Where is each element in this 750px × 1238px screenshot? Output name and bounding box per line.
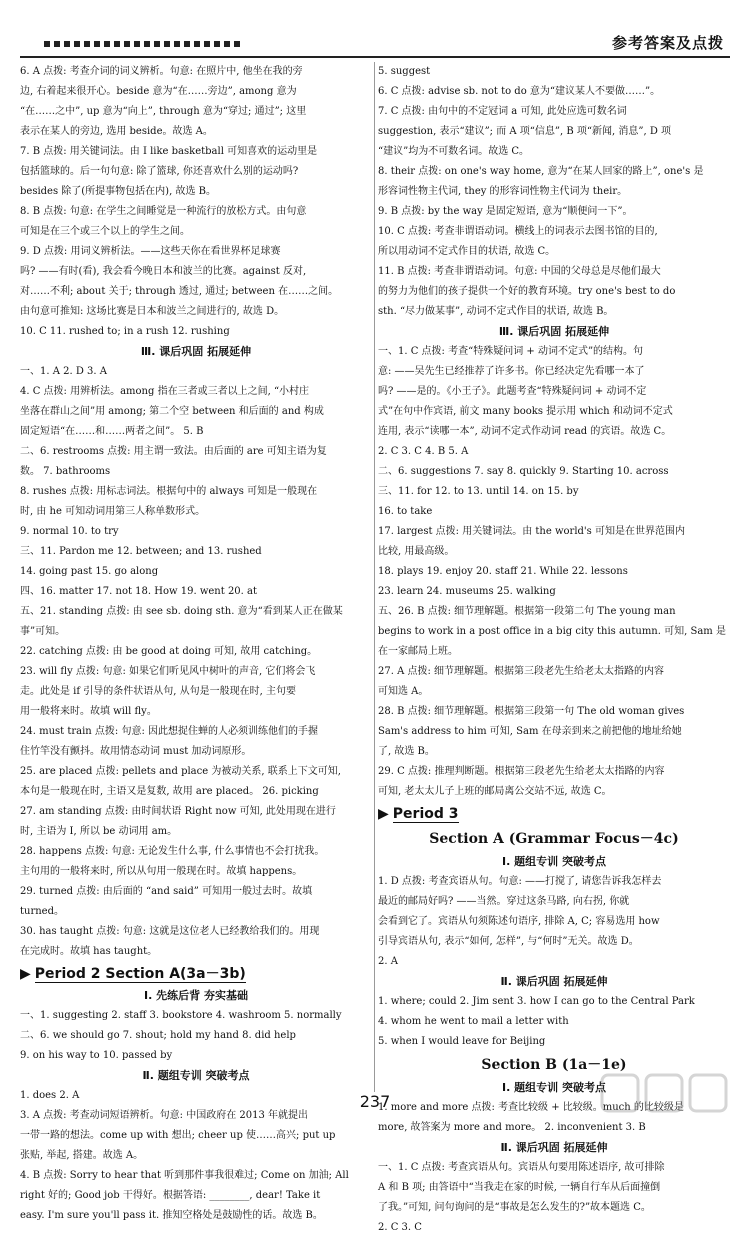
- answer-line: 5. suggest: [378, 66, 431, 77]
- answer-line: 最近的邮局好吗? ——当然。穿过这条马路, 向右拐, 你就: [378, 896, 630, 907]
- section-heading: Ⅲ. 课后巩固 拓展延伸: [140, 345, 252, 358]
- triangle-icon: ▶: [378, 806, 389, 822]
- answer-line: 在完成时。故填 has taught。: [20, 946, 158, 957]
- answer-line: 27. A 点拨: 细节理解题。根据第三段老先生给老太太指路的内容: [378, 666, 665, 677]
- answer-line: 事”可知。: [20, 626, 66, 637]
- answer-line: 可知选 A。: [378, 686, 429, 697]
- answer-line: sth. “尽力做某事”, 动词不定式作目的状语, 故选 B。: [378, 306, 614, 317]
- answer-line: 16. to take: [378, 506, 433, 517]
- answer-line: 了, 故选 B。: [378, 746, 435, 757]
- answer-line: 引导宾语从句, 表示“如何, 怎样”, 与“何时”无关。故选 D。: [378, 936, 639, 947]
- answer-line: 了我。”可知, 问句询问的是“事故是怎么发生的?”故本题选 C。: [378, 1202, 651, 1213]
- header-dots-decoration: [44, 32, 564, 42]
- answer-line: 27. am standing 点拨: 由时间状语 Right now 可知, 此处用现在进行: [20, 806, 336, 817]
- answer-line: 吗? ——有时(看), 我会看今晚日本和波兰的比赛。against 反对,: [20, 266, 307, 277]
- answer-line: 4. C 点拨: 用辨析法。among 指在三者或三者以上之间, “小村庄: [20, 386, 310, 397]
- answer-line: 6. A 点拨: 考查介词的词义辨析。句意: 在照片中, 他坐在我的旁: [20, 66, 303, 77]
- period-heading: [20, 962, 372, 986]
- period-heading: [378, 802, 730, 826]
- answer-line: begins to work in a post office in a big city this autumn. 可知, Sam 是: [378, 626, 726, 637]
- period-heading-text: Period 3: [392, 806, 459, 822]
- section-heading: Ⅱ. 课后巩固 拓展延伸: [500, 1141, 608, 1154]
- answer-line: 9. on his way to 10. passed by: [20, 1050, 173, 1061]
- answer-line: 边, 右着起来很开心。beside 意为“在……旁边”, among 意为: [20, 86, 297, 97]
- answer-line: 8. their 点拨: on one's way home, 意为“在某人回家的路上”, one's 是: [378, 166, 704, 177]
- answer-line: 2. C 3. C: [378, 1222, 422, 1233]
- answer-line: besides 除了(所提事物包括在内), 故选 B。: [20, 186, 216, 197]
- answer-line: 9. B 点拨: by the way 是固定短语, 意为“顺便问一下”。: [378, 206, 633, 217]
- answer-line: 在一家邮局上班。: [378, 646, 458, 657]
- answer-line: 四、16. matter 17. not 18. How 19. went 20. at: [20, 586, 258, 597]
- answer-line: 二、6. suggestions 7. say 8. quickly 9. Starting 10. across: [378, 466, 669, 477]
- answer-line: 的努力为他们的孩子提供一个好的教育环境。try one's best to do: [378, 286, 676, 297]
- answer-line: 4. whom he went to mail a letter with: [378, 1016, 569, 1027]
- answer-line: 二、6. restrooms 点拨: 用主谓一致法。由后面的 are 可知主语为复: [20, 446, 327, 457]
- answer-line: “建议”均为不可数名词。故选 C。: [378, 146, 530, 157]
- answer-line: 22. catching 点拨: 由 be good at doing 可知, 故用 catching。: [20, 646, 318, 657]
- answer-line: turned。: [20, 906, 64, 917]
- answer-line: 二、6. we should go 7. shout; hold my hand 8. did help: [20, 1030, 296, 1041]
- answer-line: 1. where; could 2. Jim sent 3. how I can go to the Central Park: [378, 996, 695, 1007]
- section-heading: Ⅰ. 先练后背 夯实基础: [144, 989, 248, 1002]
- answer-line: 可知是在三个或三个以上的学生之间。: [20, 226, 190, 237]
- right-column: [378, 62, 730, 1233]
- answer-line: 包括篮球的。后一句句意: 除了篮球, 你还喜欢什么别的运动吗?: [20, 166, 299, 177]
- answer-line: Sam's address to him 可知, Sam 在母亲到来之前把他的地址给她: [378, 726, 682, 737]
- answer-line: 4. B 点拨: Sorry to hear that 听到那件事我很难过; Come on 加油; All: [20, 1170, 349, 1181]
- answer-line: 1. does 2. A: [20, 1090, 80, 1101]
- section-title: Section B (1a－1e): [481, 1057, 627, 1073]
- section-heading: Ⅰ. 题组专训 突破考点: [502, 1081, 606, 1094]
- section-heading: Ⅲ. 课后巩固 拓展延伸: [498, 325, 610, 338]
- answer-line: 走。此处是 if 引导的条件状语从句, 从句是一般现在时, 主句要: [20, 686, 296, 697]
- section-heading: Ⅰ. 题组专训 突破考点: [502, 855, 606, 868]
- answer-line: A 和 B 项; 由答语中“当我走在家的时候, 一辆自行车从后面撞倒: [378, 1182, 661, 1193]
- answer-line: 所以用动词不定式作目的状语, 故选 C。: [378, 246, 556, 257]
- answer-line: 坐落在群山之间”用 among; 第二个空 between 和后面的 and 构成: [20, 406, 324, 417]
- answer-line: 吗? ——是的。《小王子》。此题考查“特殊疑问词 + 动词不定: [378, 386, 647, 397]
- section-heading: Ⅱ. 题组专训 突破考点: [142, 1069, 250, 1082]
- answer-line: 一、1. suggesting 2. staff 3. bookstore 4. washroom 5. normally: [20, 1010, 342, 1021]
- answer-line: 时, 主语为 I, 所以 be 动词用 am。: [20, 826, 178, 837]
- answer-line: 式”在句中作宾语, 前文 many books 提示用 which 和动词不定式: [378, 406, 673, 417]
- section-heading: Ⅱ. 课后巩固 拓展延伸: [500, 975, 608, 988]
- answer-line: 29. C 点拨: 推理判断题。根据第三段老先生给老太太指路的内容: [378, 766, 665, 777]
- answer-line: 1. D 点拨: 考查宾语从句。句意: ——打搅了, 请您告诉我怎样去: [378, 876, 662, 887]
- answer-line: 9. D 点拨: 用词义辨析法。——这些天你在看世界杯足球赛: [20, 246, 281, 257]
- answer-line: 对……不利; about 关于; through 透过, 通过; between 在……之间。: [20, 286, 339, 297]
- answer-line: 张贴, 举起, 搭建。故选 A。: [20, 1150, 144, 1161]
- page-header: [20, 28, 730, 58]
- answer-line: 一带一路的想法。come up with 想出; cheer up 使……高兴; put up: [20, 1130, 336, 1141]
- answer-line: 可知, 老太太儿子上班的邮局离公交站不远, 故选 C。: [378, 786, 612, 797]
- answer-line: 三、11. for 12. to 13. until 14. on 15. by: [378, 486, 579, 497]
- answer-line: 2. A: [378, 956, 398, 967]
- answer-line: 主句用的一般将来时, 所以从句用一般现在时。故填 happens。: [20, 866, 303, 877]
- answer-line: 用一般将来时。故填 will fly。: [20, 706, 157, 717]
- answer-line: 7. B 点拨: 用关键词法。由 I like basketball 可知喜欢的运动里是: [20, 146, 318, 157]
- answer-line: more, 故答案为 more and more。 2. inconvenient 3. B: [378, 1122, 646, 1133]
- answer-line: 本句是一般现在时, 主语又是复数, 故用 are placed。 26. picking: [20, 786, 319, 797]
- page-number: 237: [359, 1092, 391, 1111]
- answer-line: 由句意可推知: 这场比赛是日本和波兰之间进行的, 故选 D。: [20, 306, 285, 317]
- answer-line: 2. C 3. C 4. B 5. A: [378, 446, 469, 457]
- answer-line: 数。 7. bathrooms: [20, 466, 111, 477]
- answer-line: 意: ——吴先生已经推荐了许多书。你已经决定先看哪一本了: [378, 366, 645, 377]
- answer-line: 5. when I would leave for Beijing: [378, 1036, 546, 1047]
- answer-line: 会看到它了。宾语从句须陈述句语序, 排除 A, C; 容易选用 how: [378, 916, 660, 927]
- answer-line: 10. C 点拨: 考查非谓语动词。横线上的词表示去图书馆的目的,: [378, 226, 658, 237]
- answer-line: “在……之中”, up 意为“向上”, through 意为“穿过; 通过”; 这里: [20, 106, 307, 117]
- answer-line: 一、1. C 点拨: 考查宾语从句。宾语从句要用陈述语序, 故可排除: [378, 1162, 665, 1173]
- period-heading-text: Period 2 Section A(3a－3b): [34, 966, 246, 982]
- column-divider: [374, 62, 375, 1092]
- answer-line: 30. has taught 点拨: 句意: 这就是这位老人已经教给我们的。用现: [20, 926, 320, 937]
- section-title: Section A (Grammar Focus－4c): [429, 831, 679, 847]
- answer-line: right 好的; Good job 干得好。根据答语: ________, dear! Take it: [20, 1190, 321, 1201]
- answer-line: 8. B 点拨: 句意: 在学生之间睡觉是一种流行的放松方式。由句意: [20, 206, 307, 217]
- answer-line: 五、26. B 点拨: 细节理解题。根据第一段第二句 The young man: [378, 606, 676, 617]
- answer-line: 形容词性物主代词, they 的形容词性物主代词为 their。: [378, 186, 628, 197]
- answer-line: 24. must train 点拨: 句意: 因此想捉住蝉的人必须训练他们的手握: [20, 726, 319, 737]
- answer-line: 一、1. A 2. D 3. A: [20, 366, 107, 377]
- answer-line: 连用, 表示“读哪一本”, 动词不定式作动词 read 的宾语。故选 C。: [378, 426, 672, 437]
- answer-line: 28. happens 点拨: 句意: 无论发生什么事, 什么事情也不会打扰我。: [20, 846, 325, 857]
- answer-line: 表示在某人的旁边, 选用 beside。故选 A。: [20, 126, 213, 137]
- answer-line: 6. C 点拨: advise sb. not to do 意为“建议某人不要做……”。: [378, 86, 661, 97]
- answer-line: 三、11. Pardon me 12. between; and 13. rushed: [20, 546, 262, 557]
- answer-line: 住竹竿没有颤抖。故用情态动词 must 加动词原形。: [20, 746, 252, 757]
- answer-line: 23. learn 24. museums 25. walking: [378, 586, 556, 597]
- answer-line: 3. A 点拨: 考查动词短语辨析。句意: 中国政府在 2013 年就提出: [20, 1110, 309, 1121]
- answer-line: 28. B 点拨: 细节理解题。根据第三段第一句 The old woman gives: [378, 706, 685, 717]
- answer-line: 25. are placed 点拨: pellets and place 为被动关系, 联系上下文可知,: [20, 766, 341, 777]
- answer-line: 11. B 点拨: 考查非谓语动词。句意: 中国的父母总是尽他们最大: [378, 266, 661, 277]
- answer-line: 固定短语“在……和……两者之间”。 5. B: [20, 426, 204, 437]
- answer-line: 23. will fly 点拨: 句意: 如果它们听见风中树叶的声音, 它们将会飞: [20, 666, 316, 677]
- answer-line: 比较, 用最高级。: [378, 546, 455, 557]
- answer-line: 一、1. C 点拨: 考查“特殊疑问词 + 动词不定式”的结构。句: [378, 346, 644, 357]
- answer-line: 8. rushes 点拨: 用标志词法。根据句中的 always 可知是一般现在: [20, 486, 318, 497]
- triangle-icon: ▶: [20, 966, 31, 982]
- left-column: [20, 62, 372, 1221]
- answer-line: easy. I'm sure you'll pass it. 推知空格处是鼓励性的话。故选 B。: [20, 1210, 323, 1221]
- header-title: 参考答案及点拨: [611, 34, 724, 52]
- answer-line: 1. more and more 点拨: 考查比较级 + 比较级。much 的比较级是: [378, 1102, 684, 1113]
- watermark-logo: [600, 1069, 740, 1117]
- answer-line: suggestion, 表示“建议”; 而 A 项“信息”, B 项“新闻, 消息”, D 项: [378, 126, 672, 137]
- answer-line: 17. largest 点拨: 用关键词法。由 the world's 可知是在世界范围内: [378, 526, 685, 537]
- answer-line: 10. C 11. rushed to; in a rush 12. rushing: [20, 326, 230, 337]
- answer-line: 14. going past 15. go along: [20, 566, 159, 577]
- answer-line: 五、21. standing 点拨: 由 see sb. doing sth. 意为“看到某人正在做某: [20, 606, 343, 617]
- answer-line: 7. C 点拨: 由句中的不定冠词 a 可知, 此处应选可数名词: [378, 106, 627, 117]
- answer-line: 29. turned 点拨: 由后面的 “and said” 可知用一般过去时。故填: [20, 886, 313, 897]
- answer-line: 9. normal 10. to try: [20, 526, 119, 537]
- answer-line: 时, 由 he 可知动词用第三人称单数形式。: [20, 506, 206, 517]
- answer-line: 18. plays 19. enjoy 20. staff 21. While 22. lessons: [378, 566, 628, 577]
